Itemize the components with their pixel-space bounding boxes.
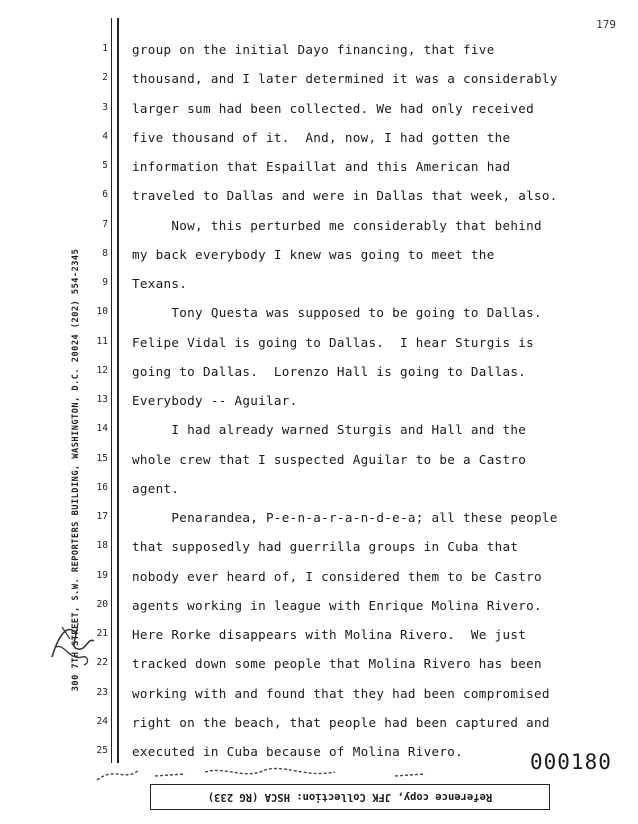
page-number: 179 [596,18,616,31]
line-text: Texans. [132,276,188,291]
line-number: 25 [96,745,108,756]
line-text: nobody ever heard of, I considered them to be Castro [132,568,542,584]
line-text: right on the beach, that people had been captured and [132,714,550,730]
line-text: information that Espaillat and this American had [132,159,511,174]
line-number: 11 [96,335,108,347]
document-stamp-number: 000180 [530,750,612,774]
line-number: 17 [96,511,108,522]
line-number: 5 [102,160,108,171]
line-text: going to Dallas. Lorenzo Hall is going to Dallas. [132,363,527,379]
transcript-line [0,360,638,389]
transcript-line [0,126,638,155]
transcript-line [0,184,638,213]
line-number: 13 [96,394,108,405]
line-text: Everybody -- Aguilar. [132,393,298,408]
transcript-line [0,331,638,360]
line-number: 20 [96,598,108,610]
line-number: 6 [102,189,108,201]
transcript-line [0,272,638,301]
transcript-line [0,682,638,711]
line-number: 10 [96,306,108,318]
line-number: 7 [102,218,108,230]
line-text: five thousand of it. And, now, I had gotten the [132,129,511,145]
line-number: 16 [96,481,108,493]
line-number: 4 [102,130,108,142]
reporter-address: 300 7TH STREET, S.W. REPORTERS BUILDING, WASHINGTON, D.C. 20024 (202) 554-2345 [71,248,81,692]
transcript-line [0,506,638,535]
scan-smudge [95,762,515,784]
line-text: agent. [132,480,180,496]
transcript-line [0,389,638,418]
reference-copy-stamp [150,784,550,810]
handwritten-mark [48,617,98,669]
line-number: 18 [96,540,108,552]
line-number: 3 [102,101,108,113]
transcript-line [0,243,638,272]
transcript-line [0,477,638,506]
line-text: group on the initial Dayo financing, that five [132,42,495,57]
line-number: 9 [102,277,108,288]
line-text: my back everybody I knew was going to meet the [132,246,495,262]
line-number: 21 [96,628,108,639]
line-text: Tony Questa was supposed to be going to Dallas. [132,305,542,321]
transcript-line [0,711,638,740]
line-text: Now, this perturbed me considerably that behind [132,217,542,233]
line-number: 19 [96,569,108,581]
line-number: 14 [96,423,108,435]
transcript-line [0,301,638,330]
line-number: 22 [96,657,108,669]
reference-copy-text: Reference copy, JFK Collection: HSCA (RG 233) [207,791,493,803]
line-text: traveled to Dallas and were in Dallas that week, also. [132,188,558,204]
line-text: working with and found that they had been compromised [132,685,550,701]
transcript-line [0,155,638,184]
transcript-line [0,38,638,67]
line-number: 8 [102,247,108,259]
line-text: Felipe Vidal is going to Dallas. I hear Sturgis is [132,334,534,350]
transcript-line [0,448,638,477]
line-text: agents working in league with Enrique Molina Rivero. [132,597,542,613]
transcript-line [0,67,638,96]
line-number: 1 [102,43,108,54]
line-number: 12 [96,364,108,376]
transcript-line [0,565,638,594]
line-text: thousand, and I later determined it was a considerably [132,71,558,87]
transcript-line [0,97,638,126]
transcript-line [0,535,638,564]
line-text: executed in Cuba because of Molina Rivero. [132,744,464,759]
line-text: I had already warned Sturgis and Hall and the [132,422,527,438]
transcript-line [0,214,638,243]
line-number: 24 [96,715,108,727]
line-text: Penarandea, P-e-n-a-r-a-n-d-e-a; all these people [132,510,558,525]
transcript-line [0,418,638,447]
line-text: whole crew that I suspected Aguilar to be a Castro [132,451,527,467]
line-text: that supposedly had guerrilla groups in Cuba that [132,539,519,555]
line-text: tracked down some people that Molina Rivero has been [132,656,542,672]
line-number: 15 [96,452,108,464]
line-text: larger sum had been collected. We had only received [132,100,534,116]
line-number: 2 [102,72,108,84]
line-number: 23 [96,686,108,698]
line-text: Here Rorke disappears with Molina Rivero. We just [132,627,527,642]
